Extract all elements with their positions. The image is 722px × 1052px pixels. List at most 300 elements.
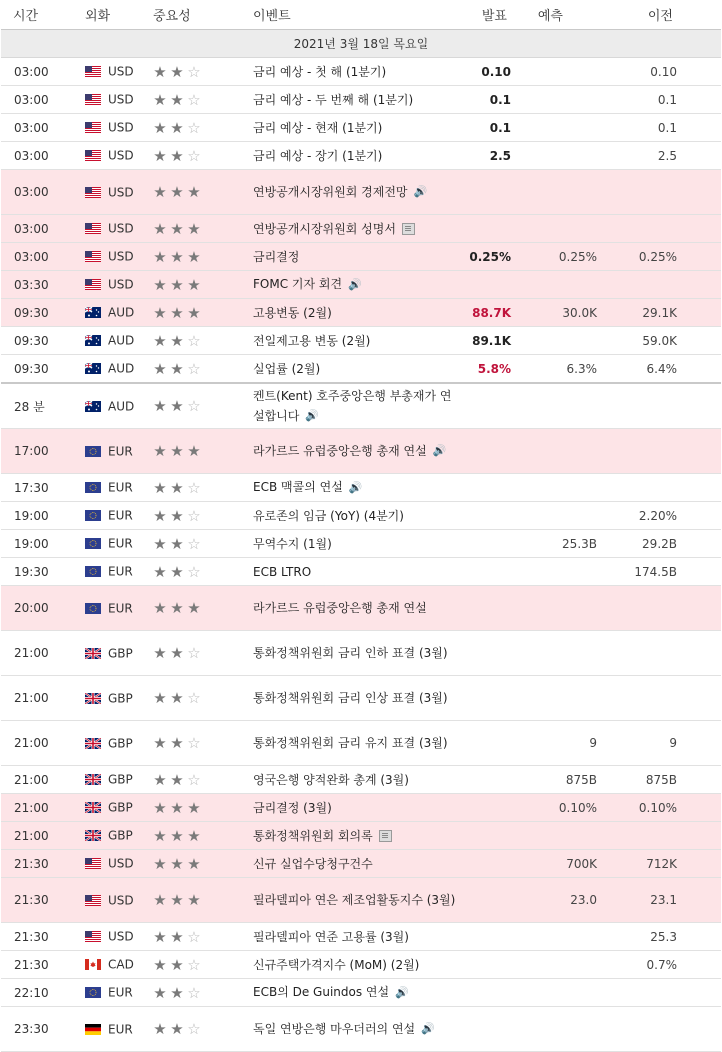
star-empty-icon: ☆ bbox=[187, 146, 204, 165]
event-actual bbox=[463, 474, 527, 502]
event-previous: 2.20% bbox=[607, 502, 721, 530]
event-currency bbox=[81, 502, 153, 530]
event-name-cell[interactable] bbox=[253, 631, 463, 676]
star-filled-icon: ★ bbox=[153, 90, 170, 109]
event-row[interactable] bbox=[1, 951, 721, 979]
currency-code: GBP bbox=[108, 828, 133, 843]
event-name[interactable]: 금리 예상 - 첫 해 (1분기) bbox=[253, 64, 387, 79]
event-name[interactable]: 통화정책위원회 금리 인하 표결 (3월) bbox=[253, 646, 448, 660]
event-name[interactable]: 유로존의 임금 (YoY) (4분기) bbox=[253, 508, 404, 523]
event-forecast bbox=[527, 1007, 607, 1052]
event-time: 03:00 bbox=[1, 243, 81, 271]
star-empty-icon: ☆ bbox=[187, 644, 204, 662]
event-time: 21:00 bbox=[1, 721, 81, 766]
header-row bbox=[1, 0, 721, 30]
event-row[interactable] bbox=[1, 86, 721, 114]
event-name-cell[interactable] bbox=[253, 383, 463, 429]
event-currency bbox=[81, 794, 153, 822]
event-previous: 6.4% bbox=[607, 355, 721, 384]
star-filled-icon: ★ bbox=[153, 983, 170, 1002]
event-name[interactable]: 라가르드 유럽중앙은행 총재 연설 bbox=[253, 601, 427, 615]
event-previous: 29.2B bbox=[607, 530, 721, 558]
event-name-cell[interactable] bbox=[253, 721, 463, 766]
event-time: 03:00 bbox=[1, 142, 81, 170]
event-row[interactable] bbox=[1, 794, 721, 822]
star-filled-icon: ★ bbox=[170, 689, 187, 707]
event-previous bbox=[607, 429, 721, 474]
event-previous: 29.1K bbox=[607, 299, 721, 327]
event-row[interactable] bbox=[1, 429, 721, 474]
currency-code: USD bbox=[108, 148, 134, 163]
event-name[interactable]: 금리 예상 - 장기 (1분기) bbox=[253, 148, 383, 163]
event-name-cell[interactable] bbox=[253, 58, 463, 86]
event-actual: 0.1 bbox=[463, 114, 527, 142]
event-name[interactable]: 연방공개시장위원회 성명서 bbox=[253, 221, 396, 236]
event-actual bbox=[463, 794, 527, 822]
importance-stars bbox=[153, 631, 253, 676]
event-name[interactable]: 신규주택가격지수 (MoM) (2월) bbox=[253, 957, 420, 972]
importance-stars bbox=[153, 766, 253, 794]
star-filled-icon: ★ bbox=[153, 734, 170, 752]
event-row[interactable] bbox=[1, 170, 721, 215]
event-name[interactable]: 금리결정 bbox=[253, 249, 300, 264]
eu-flag-icon bbox=[85, 446, 101, 457]
star-empty-icon: ☆ bbox=[187, 478, 204, 497]
event-name-cell[interactable] bbox=[253, 1007, 463, 1052]
event-row[interactable] bbox=[1, 327, 721, 355]
currency-code: AUD bbox=[108, 305, 135, 320]
star-filled-icon: ★ bbox=[153, 303, 170, 322]
star-filled-icon: ★ bbox=[170, 891, 187, 909]
us-flag-icon bbox=[85, 279, 101, 290]
event-name[interactable]: 영국은행 양적완화 총계 (3월) bbox=[253, 772, 409, 787]
date-row bbox=[1, 30, 721, 58]
speaker-icon[interactable]: 🔊 bbox=[395, 985, 409, 999]
event-row[interactable] bbox=[1, 502, 721, 530]
event-previous: 174.5B bbox=[607, 558, 721, 586]
event-time: 23:30 bbox=[1, 1007, 81, 1052]
star-filled-icon: ★ bbox=[170, 118, 187, 137]
event-previous: 0.25% bbox=[607, 243, 721, 271]
header-actual[interactable]: 발표 bbox=[463, 0, 527, 30]
us-flag-icon bbox=[85, 66, 101, 77]
event-name-cell[interactable] bbox=[253, 530, 463, 558]
event-currency bbox=[81, 850, 153, 878]
event-currency bbox=[81, 215, 153, 243]
star-filled-icon: ★ bbox=[153, 534, 170, 553]
eu-flag-icon bbox=[85, 566, 101, 577]
event-name[interactable]: ECB LTRO bbox=[253, 564, 312, 579]
importance-stars bbox=[153, 243, 253, 271]
eu-flag-icon bbox=[85, 510, 101, 521]
event-time: 21:00 bbox=[1, 766, 81, 794]
event-name[interactable]: 고용변동 (2월) bbox=[253, 305, 332, 320]
event-forecast: 25.3B bbox=[527, 530, 607, 558]
event-currency bbox=[81, 558, 153, 586]
event-time: 21:30 bbox=[1, 878, 81, 923]
star-filled-icon: ★ bbox=[170, 506, 187, 525]
header-previous[interactable]: 이전 bbox=[607, 0, 721, 30]
header-event[interactable]: 이벤트 bbox=[253, 0, 463, 30]
event-row[interactable] bbox=[1, 766, 721, 794]
au-flag-icon bbox=[85, 335, 101, 346]
event-name[interactable]: 필라델피아 연은 제조업활동지수 (3월) bbox=[253, 893, 456, 907]
star-filled-icon: ★ bbox=[153, 1020, 170, 1038]
event-currency bbox=[81, 878, 153, 923]
event-forecast bbox=[527, 474, 607, 502]
star-filled-icon: ★ bbox=[187, 303, 204, 322]
event-time: 03:30 bbox=[1, 271, 81, 299]
event-row[interactable] bbox=[1, 474, 721, 502]
importance-stars bbox=[153, 878, 253, 923]
speaker-icon[interactable]: 🔊 bbox=[421, 1022, 435, 1036]
event-row[interactable] bbox=[1, 114, 721, 142]
event-name[interactable]: 연방공개시장위원회 경제전망 bbox=[253, 184, 408, 199]
event-time: 03:00 bbox=[1, 215, 81, 243]
event-currency bbox=[81, 299, 153, 327]
event-actual bbox=[463, 586, 527, 631]
event-time: 09:30 bbox=[1, 299, 81, 327]
header-forecast[interactable]: 예측 bbox=[527, 0, 607, 30]
event-name[interactable]: ECB 맥콜의 연설 bbox=[253, 480, 343, 495]
document-icon[interactable] bbox=[402, 223, 415, 235]
event-name[interactable]: 금리 예상 - 두 번째 해 (1분기) bbox=[253, 92, 414, 107]
event-currency bbox=[81, 383, 153, 429]
event-row[interactable] bbox=[1, 586, 721, 631]
event-name-cell[interactable] bbox=[253, 822, 463, 850]
event-forecast: 6.3% bbox=[527, 355, 607, 384]
speaker-icon[interactable]: 🔊 bbox=[305, 409, 320, 423]
event-currency bbox=[81, 429, 153, 474]
star-filled-icon: ★ bbox=[170, 599, 187, 617]
gb-flag-icon bbox=[85, 648, 101, 659]
event-row[interactable] bbox=[1, 215, 721, 243]
currency-code: USD bbox=[108, 221, 134, 236]
event-currency bbox=[81, 676, 153, 721]
importance-stars bbox=[153, 558, 253, 586]
importance-stars bbox=[153, 676, 253, 721]
importance-stars bbox=[153, 383, 253, 429]
star-empty-icon: ☆ bbox=[187, 62, 204, 81]
event-actual bbox=[463, 923, 527, 951]
event-name[interactable]: 필라델피아 연준 고용률 (3월) bbox=[253, 929, 409, 944]
event-actual bbox=[463, 1007, 527, 1052]
importance-stars bbox=[153, 530, 253, 558]
au-flag-icon bbox=[85, 401, 101, 412]
event-name-cell[interactable] bbox=[253, 850, 463, 878]
event-previous bbox=[607, 215, 721, 243]
star-filled-icon: ★ bbox=[153, 146, 170, 165]
event-forecast: 0.10% bbox=[527, 794, 607, 822]
event-previous bbox=[607, 631, 721, 676]
star-filled-icon: ★ bbox=[187, 826, 204, 845]
event-name[interactable]: 무역수지 (1월) bbox=[253, 536, 332, 551]
event-row[interactable] bbox=[1, 299, 721, 327]
event-name-cell[interactable] bbox=[253, 794, 463, 822]
event-time: 21:00 bbox=[1, 794, 81, 822]
star-empty-icon: ☆ bbox=[187, 983, 204, 1002]
event-row[interactable] bbox=[1, 878, 721, 923]
event-name-cell[interactable] bbox=[253, 299, 463, 327]
us-flag-icon bbox=[85, 122, 101, 133]
event-name[interactable]: 통화정책위원회 금리 인상 표결 (3월) bbox=[253, 691, 448, 705]
star-filled-icon: ★ bbox=[187, 219, 204, 238]
event-name-cell[interactable] bbox=[253, 170, 463, 215]
event-currency bbox=[81, 631, 153, 676]
star-filled-icon: ★ bbox=[170, 770, 187, 789]
importance-stars bbox=[153, 215, 253, 243]
event-actual bbox=[463, 951, 527, 979]
event-previous: 9 bbox=[607, 721, 721, 766]
event-actual: 2.5 bbox=[463, 142, 527, 170]
importance-stars bbox=[153, 1007, 253, 1052]
star-filled-icon: ★ bbox=[170, 955, 187, 974]
event-forecast bbox=[527, 558, 607, 586]
event-previous bbox=[607, 822, 721, 850]
star-filled-icon: ★ bbox=[153, 62, 170, 81]
event-name[interactable]: 독일 연방은행 마우더러의 연설 bbox=[253, 1021, 416, 1036]
event-time: 03:00 bbox=[1, 58, 81, 86]
event-forecast bbox=[527, 502, 607, 530]
event-forecast bbox=[527, 142, 607, 170]
event-actual: 0.1 bbox=[463, 86, 527, 114]
importance-stars bbox=[153, 794, 253, 822]
date-label: 2021년 3월 18일 목요일 bbox=[1, 30, 721, 58]
speaker-icon[interactable]: 🔊 bbox=[348, 277, 362, 291]
event-name-cell[interactable] bbox=[253, 429, 463, 474]
event-name[interactable]: FOMC 기자 회견 bbox=[253, 277, 343, 292]
event-previous: 875B bbox=[607, 766, 721, 794]
event-name[interactable]: ECB의 De Guindos 연설 bbox=[253, 985, 390, 1000]
us-flag-icon bbox=[85, 895, 101, 906]
event-forecast bbox=[527, 271, 607, 299]
star-filled-icon: ★ bbox=[170, 303, 187, 322]
star-filled-icon: ★ bbox=[187, 275, 204, 294]
event-forecast bbox=[527, 327, 607, 355]
event-currency bbox=[81, 586, 153, 631]
event-time: 21:30 bbox=[1, 923, 81, 951]
event-row[interactable] bbox=[1, 631, 721, 676]
event-actual bbox=[463, 383, 527, 429]
event-name-cell[interactable] bbox=[253, 979, 463, 1007]
star-filled-icon: ★ bbox=[153, 183, 170, 201]
event-previous: 0.1 bbox=[607, 86, 721, 114]
event-previous bbox=[607, 170, 721, 215]
event-forecast bbox=[527, 383, 607, 429]
event-time: 20:00 bbox=[1, 586, 81, 631]
event-name[interactable]: 금리결정 (3월) bbox=[253, 800, 332, 815]
event-actual bbox=[463, 878, 527, 923]
us-flag-icon bbox=[85, 223, 101, 234]
event-row[interactable] bbox=[1, 979, 721, 1007]
event-name[interactable]: 실업률 (2월) bbox=[253, 361, 321, 376]
gb-flag-icon bbox=[85, 802, 101, 813]
event-name[interactable]: 켄트(Kent) 호주중앙은행 부총재가 연설합니다 bbox=[253, 388, 452, 423]
event-name[interactable]: 금리 예상 - 현재 (1분기) bbox=[253, 120, 383, 135]
au-flag-icon bbox=[85, 363, 101, 374]
gb-flag-icon bbox=[85, 774, 101, 785]
event-time: 22:10 bbox=[1, 979, 81, 1007]
event-name-cell[interactable] bbox=[253, 243, 463, 271]
event-name[interactable]: 통화정책위원회 회의록 bbox=[253, 828, 373, 843]
event-time: 21:30 bbox=[1, 951, 81, 979]
event-actual bbox=[463, 170, 527, 215]
event-name-cell[interactable] bbox=[253, 586, 463, 631]
star-filled-icon: ★ bbox=[153, 927, 170, 946]
event-name-cell[interactable] bbox=[253, 215, 463, 243]
star-filled-icon: ★ bbox=[153, 506, 170, 525]
event-name-cell[interactable] bbox=[253, 923, 463, 951]
star-filled-icon: ★ bbox=[153, 478, 170, 497]
star-empty-icon: ☆ bbox=[187, 734, 204, 752]
event-row[interactable] bbox=[1, 271, 721, 299]
importance-stars bbox=[153, 327, 253, 355]
event-time: 19:30 bbox=[1, 558, 81, 586]
currency-code: USD bbox=[108, 929, 134, 944]
event-currency bbox=[81, 474, 153, 502]
star-empty-icon: ☆ bbox=[187, 397, 204, 415]
speaker-icon[interactable]: 🔊 bbox=[348, 480, 363, 494]
star-empty-icon: ☆ bbox=[187, 506, 204, 525]
event-previous bbox=[607, 979, 721, 1007]
currency-code: USD bbox=[108, 120, 134, 135]
eu-flag-icon bbox=[85, 538, 101, 549]
currency-code: USD bbox=[108, 893, 134, 908]
event-previous: 0.7% bbox=[607, 951, 721, 979]
event-row[interactable] bbox=[1, 243, 721, 271]
star-filled-icon: ★ bbox=[187, 798, 204, 817]
event-name-cell[interactable] bbox=[253, 86, 463, 114]
star-filled-icon: ★ bbox=[170, 219, 187, 238]
event-row[interactable] bbox=[1, 558, 721, 586]
event-previous: 0.10 bbox=[607, 58, 721, 86]
document-icon[interactable] bbox=[379, 830, 392, 842]
event-forecast: 700K bbox=[527, 850, 607, 878]
event-name[interactable]: 라가르드 유럽중앙은행 총재 연설 bbox=[253, 443, 427, 458]
event-time: 03:00 bbox=[1, 86, 81, 114]
event-forecast bbox=[527, 586, 607, 631]
event-row[interactable] bbox=[1, 1007, 721, 1052]
event-previous: 2.5 bbox=[607, 142, 721, 170]
currency-code: USD bbox=[108, 856, 134, 871]
eu-flag-icon bbox=[85, 987, 101, 998]
star-filled-icon: ★ bbox=[170, 90, 187, 109]
event-name-cell[interactable] bbox=[253, 142, 463, 170]
event-currency bbox=[81, 923, 153, 951]
event-name-cell[interactable] bbox=[253, 558, 463, 586]
event-forecast bbox=[527, 923, 607, 951]
currency-code: CAD bbox=[108, 957, 134, 972]
event-name-cell[interactable] bbox=[253, 878, 463, 923]
star-filled-icon: ★ bbox=[170, 359, 187, 378]
star-filled-icon: ★ bbox=[187, 442, 204, 460]
event-name-cell[interactable] bbox=[253, 114, 463, 142]
star-filled-icon: ★ bbox=[170, 183, 187, 201]
importance-stars bbox=[153, 355, 253, 384]
event-row[interactable] bbox=[1, 58, 721, 86]
event-name-cell[interactable] bbox=[253, 766, 463, 794]
event-forecast bbox=[527, 429, 607, 474]
star-filled-icon: ★ bbox=[170, 534, 187, 553]
event-name[interactable]: 신규 실업수당청구건수 bbox=[253, 856, 373, 871]
event-currency bbox=[81, 243, 153, 271]
importance-stars bbox=[153, 474, 253, 502]
event-row[interactable] bbox=[1, 142, 721, 170]
event-forecast bbox=[527, 676, 607, 721]
event-row[interactable] bbox=[1, 676, 721, 721]
event-forecast: 9 bbox=[527, 721, 607, 766]
event-forecast bbox=[527, 979, 607, 1007]
us-flag-icon bbox=[85, 858, 101, 869]
event-name[interactable]: 통화정책위원회 금리 유지 표결 (3월) bbox=[253, 736, 448, 750]
event-row[interactable] bbox=[1, 355, 721, 384]
header-time[interactable]: 시간 bbox=[1, 0, 81, 30]
speaker-icon[interactable]: 🔊 bbox=[413, 185, 428, 199]
event-forecast: 875B bbox=[527, 766, 607, 794]
star-empty-icon: ☆ bbox=[187, 689, 204, 707]
event-row[interactable] bbox=[1, 822, 721, 850]
event-previous bbox=[607, 383, 721, 429]
event-row[interactable] bbox=[1, 721, 721, 766]
currency-code: GBP bbox=[108, 646, 133, 661]
star-empty-icon: ☆ bbox=[187, 955, 204, 974]
event-row[interactable] bbox=[1, 923, 721, 951]
currency-code: AUD bbox=[108, 399, 135, 414]
event-time: 17:30 bbox=[1, 474, 81, 502]
header-currency[interactable]: 외화 bbox=[81, 0, 153, 30]
header-importance[interactable]: 중요성 bbox=[153, 0, 253, 30]
event-currency bbox=[81, 979, 153, 1007]
event-name-cell[interactable] bbox=[253, 355, 463, 384]
star-empty-icon: ☆ bbox=[187, 90, 204, 109]
event-actual bbox=[463, 721, 527, 766]
star-empty-icon: ☆ bbox=[187, 118, 204, 137]
currency-code: USD bbox=[108, 277, 134, 292]
star-empty-icon: ☆ bbox=[187, 770, 204, 789]
event-actual bbox=[463, 631, 527, 676]
speaker-icon[interactable]: 🔊 bbox=[432, 444, 447, 458]
importance-stars bbox=[153, 850, 253, 878]
currency-code: GBP bbox=[108, 800, 133, 815]
event-name-cell[interactable] bbox=[253, 502, 463, 530]
event-name-cell[interactable] bbox=[253, 474, 463, 502]
event-time: 03:00 bbox=[1, 114, 81, 142]
event-time: 21:00 bbox=[1, 822, 81, 850]
currency-code: EUR bbox=[108, 564, 133, 579]
event-name[interactable]: 전일제고용 변동 (2월) bbox=[253, 333, 371, 348]
event-name-cell[interactable] bbox=[253, 951, 463, 979]
event-currency bbox=[81, 355, 153, 384]
au-flag-icon bbox=[85, 307, 101, 318]
event-name-cell[interactable] bbox=[253, 327, 463, 355]
event-actual bbox=[463, 530, 527, 558]
importance-stars bbox=[153, 170, 253, 215]
event-row[interactable] bbox=[1, 850, 721, 878]
star-empty-icon: ☆ bbox=[187, 927, 204, 946]
us-flag-icon bbox=[85, 94, 101, 105]
event-name-cell[interactable] bbox=[253, 271, 463, 299]
event-name-cell[interactable] bbox=[253, 676, 463, 721]
event-actual: 5.8% bbox=[463, 355, 527, 384]
event-previous: 25.3 bbox=[607, 923, 721, 951]
event-row[interactable] bbox=[1, 530, 721, 558]
event-row[interactable] bbox=[1, 383, 721, 429]
event-time: 28 분 bbox=[1, 383, 81, 429]
importance-stars bbox=[153, 114, 253, 142]
star-filled-icon: ★ bbox=[153, 331, 170, 350]
currency-code: EUR bbox=[108, 480, 133, 495]
star-empty-icon: ☆ bbox=[187, 1020, 204, 1038]
